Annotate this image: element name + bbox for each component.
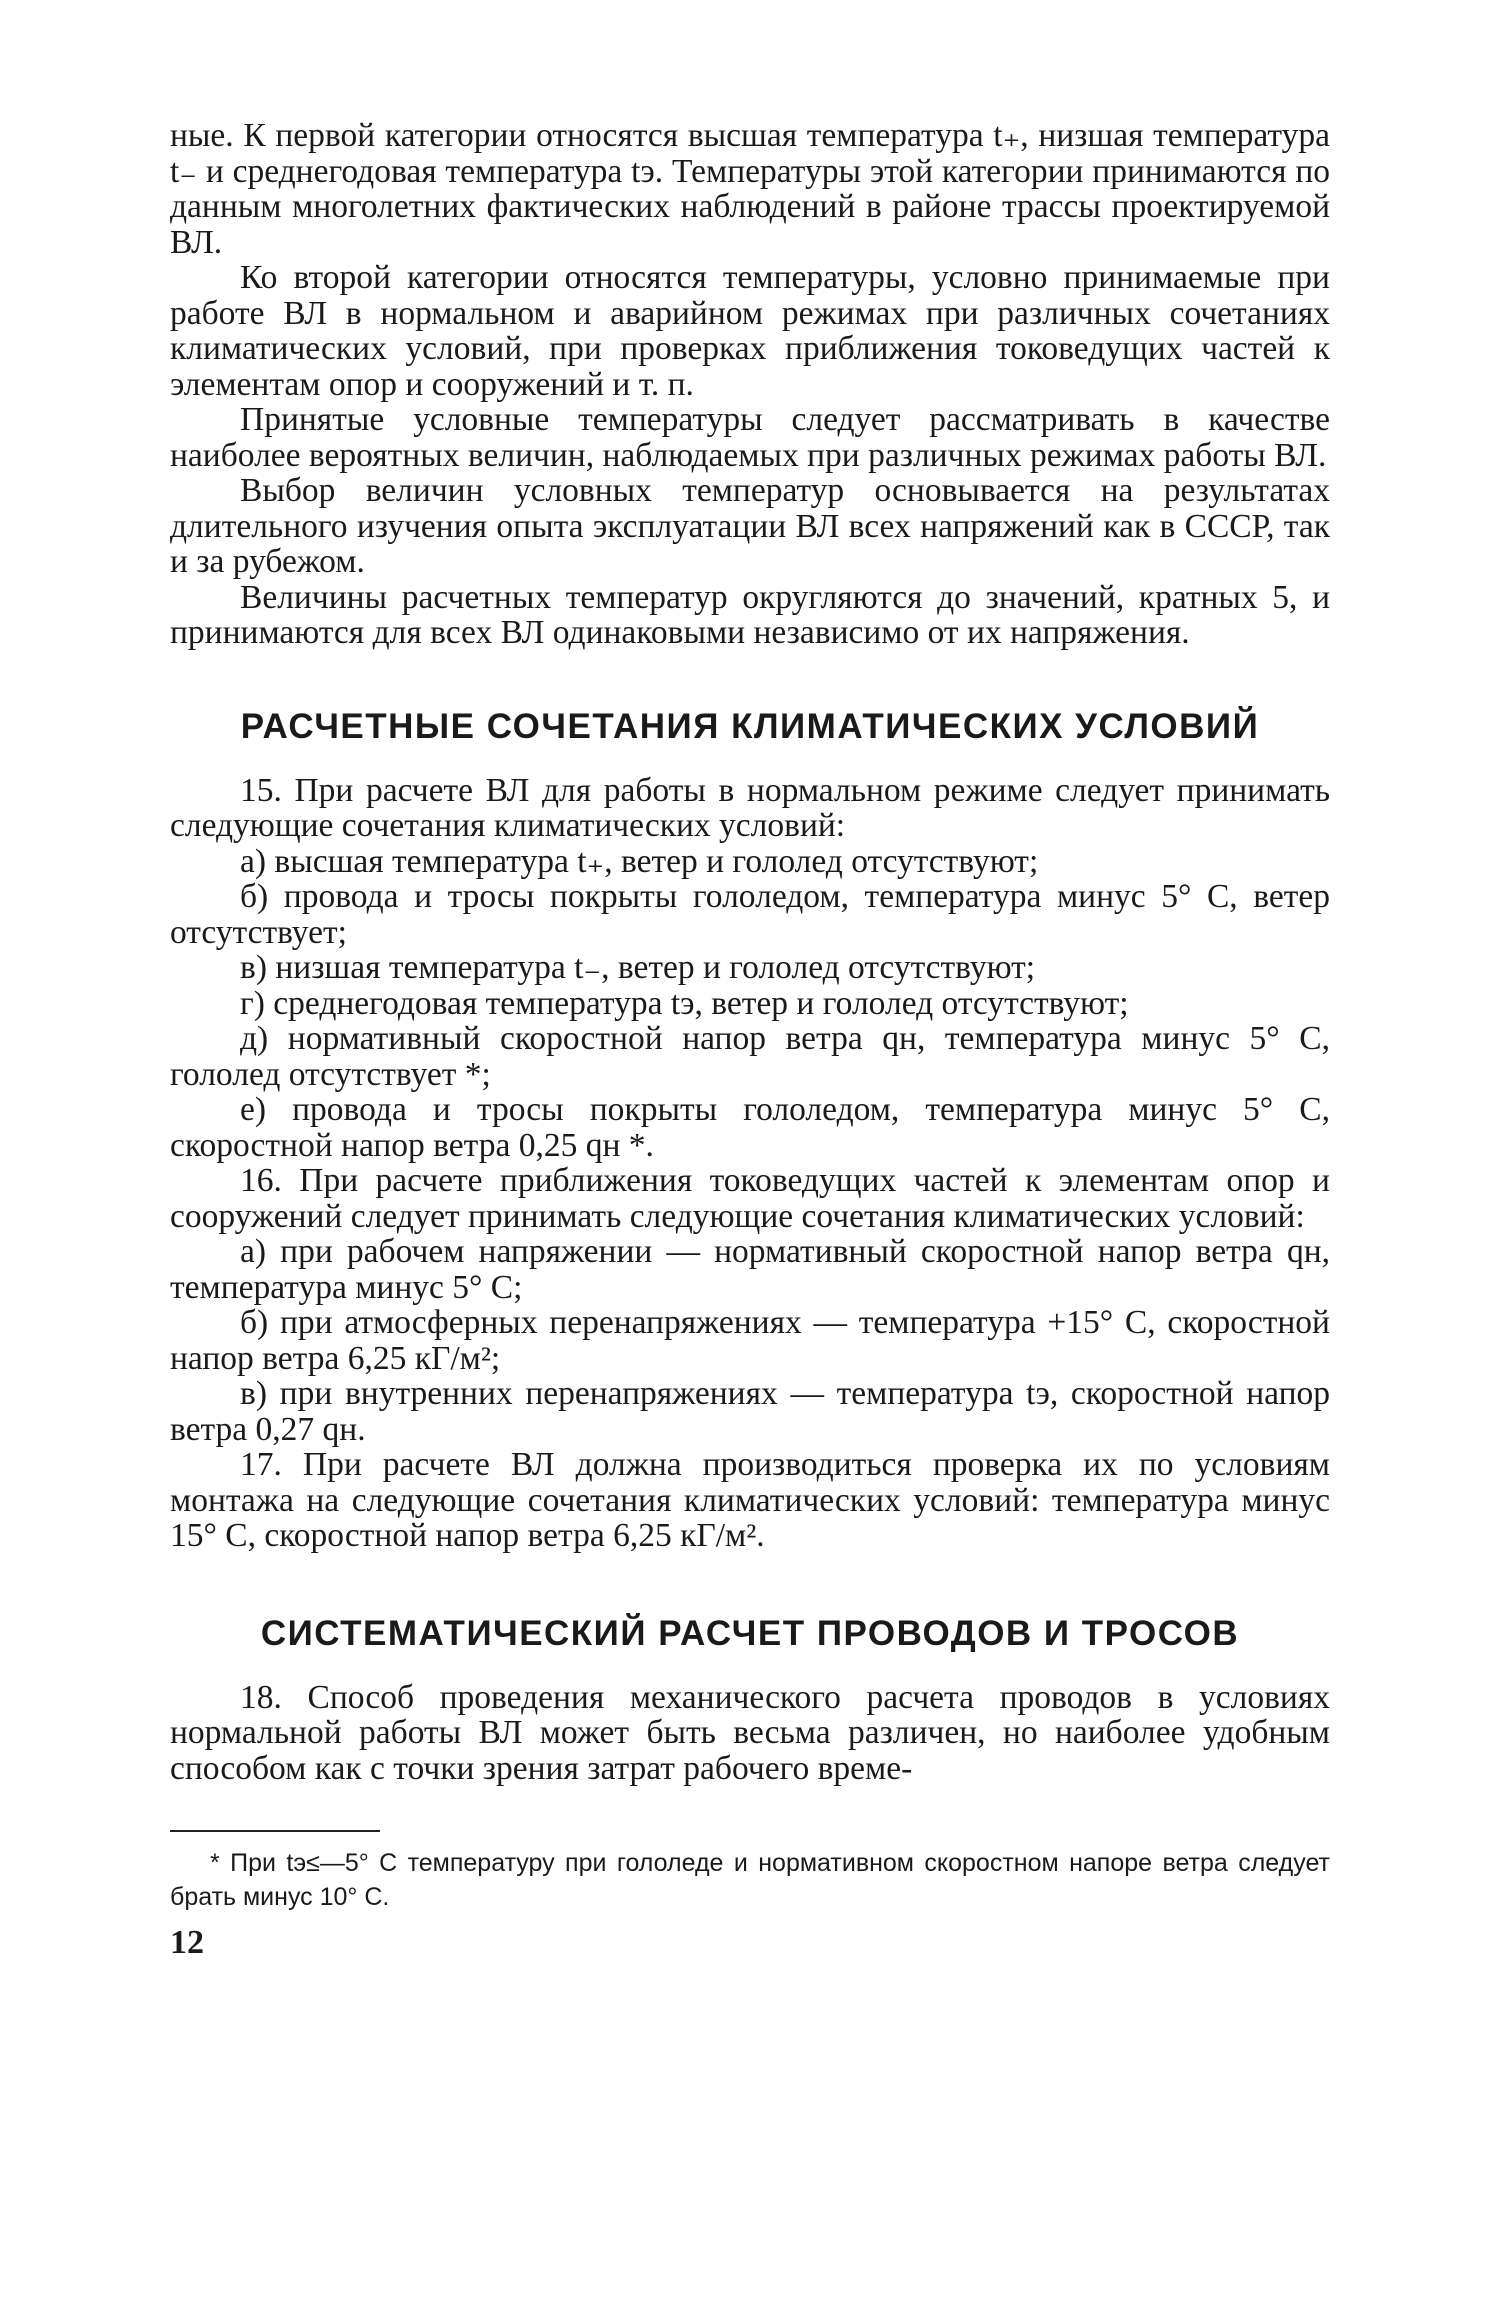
list-item-15d: д) нормативный скоростной напор ветра qн, температура минус 5° С, гололед отсутствует *; (170, 1020, 1330, 1093)
list-item-15v: в) низшая температура t₋, ветер и гололед отсутствуют; (240, 949, 1036, 986)
paragraph-rounding: Величины расчетных температур округляются до значений, кратных 5, и принимаются для всех ВЛ одинаковыми независимо от их напряжения. (170, 578, 1330, 651)
paragraph-continuation: ные. К первой категории относятся высшая температура t₊, низшая температура t₋ и среднегодовая температура tэ. Температуры этой категории принимаются по данным многолетних фактических наблюдений в районе трассы проектируемой ВЛ. (170, 117, 1330, 261)
list-item-15a: а) высшая температура t₊, ветер и гололед отсутствуют; (240, 842, 1039, 880)
section-heading-climatic-conditions: РАСЧЕТНЫЕ СОЧЕТАНИЯ КЛИМАТИЧЕСКИХ УСЛОВИЙ (240, 706, 1260, 746)
paragraph-accepted-temperatures: Принятые условные температуры следует рассматривать в качестве наиболее вероятных величин, наблюдаемых при различных режимах работы ВЛ. (170, 401, 1330, 474)
page-number: 12 (170, 1924, 204, 1961)
section-heading-systematic-calculation: СИСТЕМАТИЧЕСКИЙ РАСЧЕТ ПРОВОДОВ И ТРОСОВ (260, 1613, 1240, 1653)
paragraph-17: 17. При расчете ВЛ должна производиться проверка их по условиям монтажа на следующие сочетания климатических условий: температура минус 15° С, скоростной напор ветра 6,25 кГ/м². (170, 1446, 1330, 1554)
list-item-16b: б) при атмосферных перенапряжениях — температура +15° С, скоростной напор ветра 6,25 кГ/м²; (170, 1304, 1330, 1377)
paragraph-15: 15. При расчете ВЛ для работы в нормальном режиме следует принимать следующие сочетания климатических условий: (170, 771, 1330, 844)
list-item-15e: е) провода и тросы покрыты гололедом, температура минус 5° С, скоростной напор ветра 0,25 qн *. (170, 1091, 1330, 1164)
paragraph-second-category: Ко второй категории относятся температуры, условно принимаемые при работе ВЛ в нормальном и аварийном режимах при различных сочетаниях климатических условий, при проверках приближения токоведущих частей к элементам опор и сооружений и т. п. (170, 259, 1330, 403)
footnote-divider (170, 1830, 380, 1832)
paragraph-18: 18. Способ проведения механического расчета проводов в условиях нормальной работы ВЛ может быть весьма различен, но наиболее удобным способом как с точки зрения затрат рабочего време- (170, 1678, 1330, 1787)
paragraph-selection: Выбор величин условных температур основывается на результатах длительного изучения опыта эксплуатации ВЛ всех напряжений как в СССР, так и за рубежом. (170, 472, 1330, 580)
body-text (170, 118, 1330, 1786)
footnote: * При tэ≤—5° С температуру при гололеде и нормативном скоростном напоре ветра следует брать минус 10° С. (170, 1849, 1330, 1911)
list-item-16a: а) при рабочем напряжении — нормативный скоростной напор ветра qн, температура минус 5° С; (170, 1233, 1330, 1306)
list-item-15b: б) провода и тросы покрыты гололедом, температура минус 5° С, ветер отсутствует; (170, 878, 1330, 951)
list-item-16v: в) при внутренних перенапряжениях — температура tэ, скоростной напор ветра 0,27 qн. (170, 1375, 1330, 1448)
list-item-15g: г) среднегодовая температура tэ, ветер и гололед отсутствуют; (240, 984, 1129, 1022)
paragraph-16: 16. При расчете приближения токоведущих частей к элементам опор и сооружений следует принимать следующие сочетания климатических условий: (170, 1162, 1330, 1235)
